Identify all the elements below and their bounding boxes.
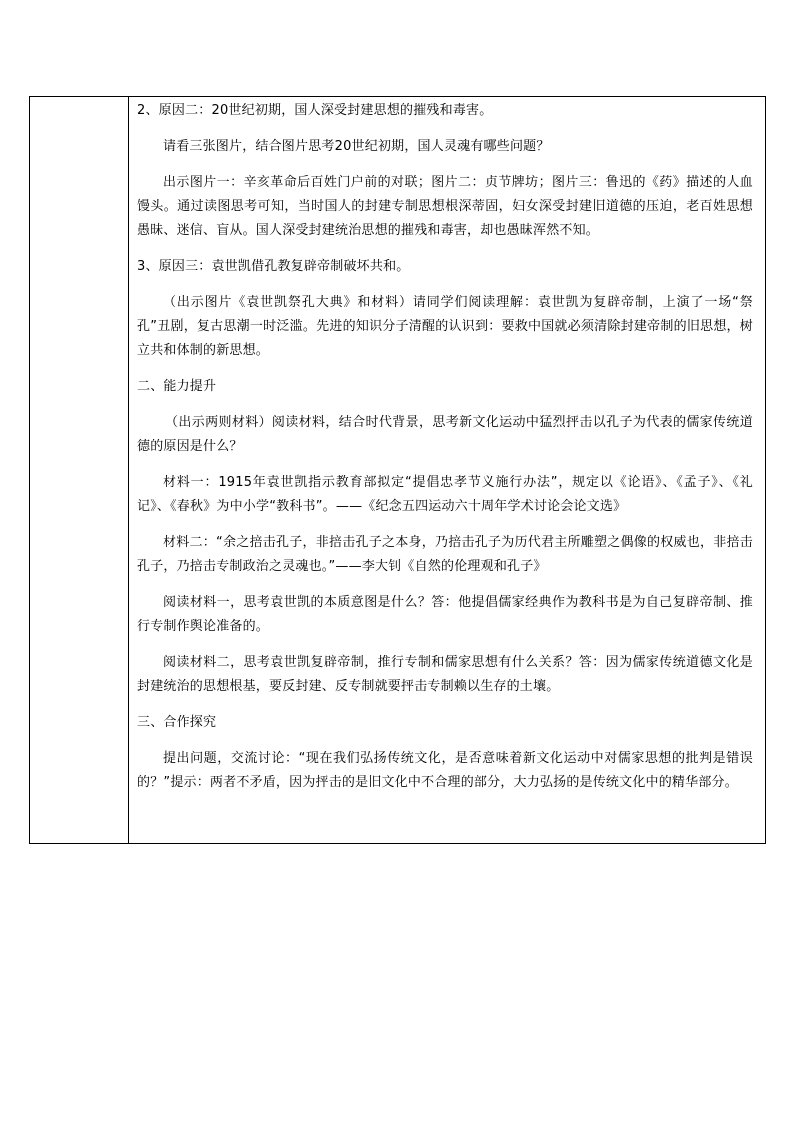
paragraph-answer-two: 阅读材料二，思考袁世凯复辟帝制，推行专制和儒家思想有什么关系？答：因为儒家传统道德文化是封建统治的思想根基，要反封建、反专制就要抨击专制赖以生存的土壤。: [137, 655, 753, 694]
table-content-cell: [129, 97, 765, 843]
paragraph-confucius-ceremony: （出示图片《袁世凯祭孔大典》和材料）请同学们阅读理解：袁世凯为复辟帝制，上演了一场“祭孔”丑剧，复古思潮一时泛滥。先进的知识分子清醒的认识到：要救中国就必须清除封建帝制的旧思想，树立共和体制的新思想。: [137, 295, 753, 358]
paragraph-reason-three: 3、原因三：袁世凯借孔教复辟帝制破坏共和。: [137, 259, 410, 274]
paragraph-discussion: 提出问题，交流讨论：“现在我们弘扬传统文化，是否意味着新文化运动中对儒家思想的批判是错误的？”提示：两者不矛盾，因为抨击的是旧文化中不合理的部分，大力弘扬的是传统文化中的精华部分。: [137, 751, 753, 790]
paragraph-material-one: 材料一：1915年袁世凯指示教育部拟定“提倡忠孝节义施行办法”，规定以《论语》、《孟子》、《礼记》、《春秋》为中小学“教科书”。——《纪念五四运动六十周年学术讨论会论文选》: [137, 475, 753, 514]
section-heading-ability: 二、能力提升: [137, 379, 217, 394]
paragraph-image-question: 请看三张图片，结合图片思考20世纪初期，国人灵魂有哪些问题？: [163, 139, 550, 154]
paragraph-image-description: 出示图片一：辛亥革命后百姓门户前的对联；图片二：贞节牌坊；图片三：鲁迅的《药》描述的人血馒头。通过读图思考可知，当时国人的封建专制思想根深蒂固，妇女深受封建旧道德的压迫，老百姓思想愚昧、迷信、盲从。国人深受封建统治思想的摧残和毒害，却也愚昧浑然不知。: [137, 175, 753, 238]
paragraph-material-two: 材料二：“余之掊击孔子，非掊击孔子之本身，乃掊击孔子为历代君主所雕塑之偶像的权威也，非掊击孔子，乃掊击专制政治之灵魂也。”——李大钊《自然的伦理观和孔子》: [137, 535, 753, 574]
paragraph-reason-two: 2、原因二：20世纪初期，国人深受封建思想的摧残和毒害。: [137, 103, 493, 118]
section-heading-cooperation: 三、合作探究: [137, 715, 217, 730]
paragraph-materials-intro: （出示两则材料）阅读材料，结合时代背景，思考新文化运动中猛烈抨击以孔子为代表的儒家传统道德的原因是什么？: [137, 415, 753, 454]
lesson-table: [29, 96, 766, 844]
table-left-cell: [30, 97, 129, 843]
paragraph-answer-one: 阅读材料一，思考袁世凯的本质意图是什么？答：他提倡儒家经典作为教科书是为自己复辟帝制、推行专制作舆论准备的。: [137, 595, 753, 634]
